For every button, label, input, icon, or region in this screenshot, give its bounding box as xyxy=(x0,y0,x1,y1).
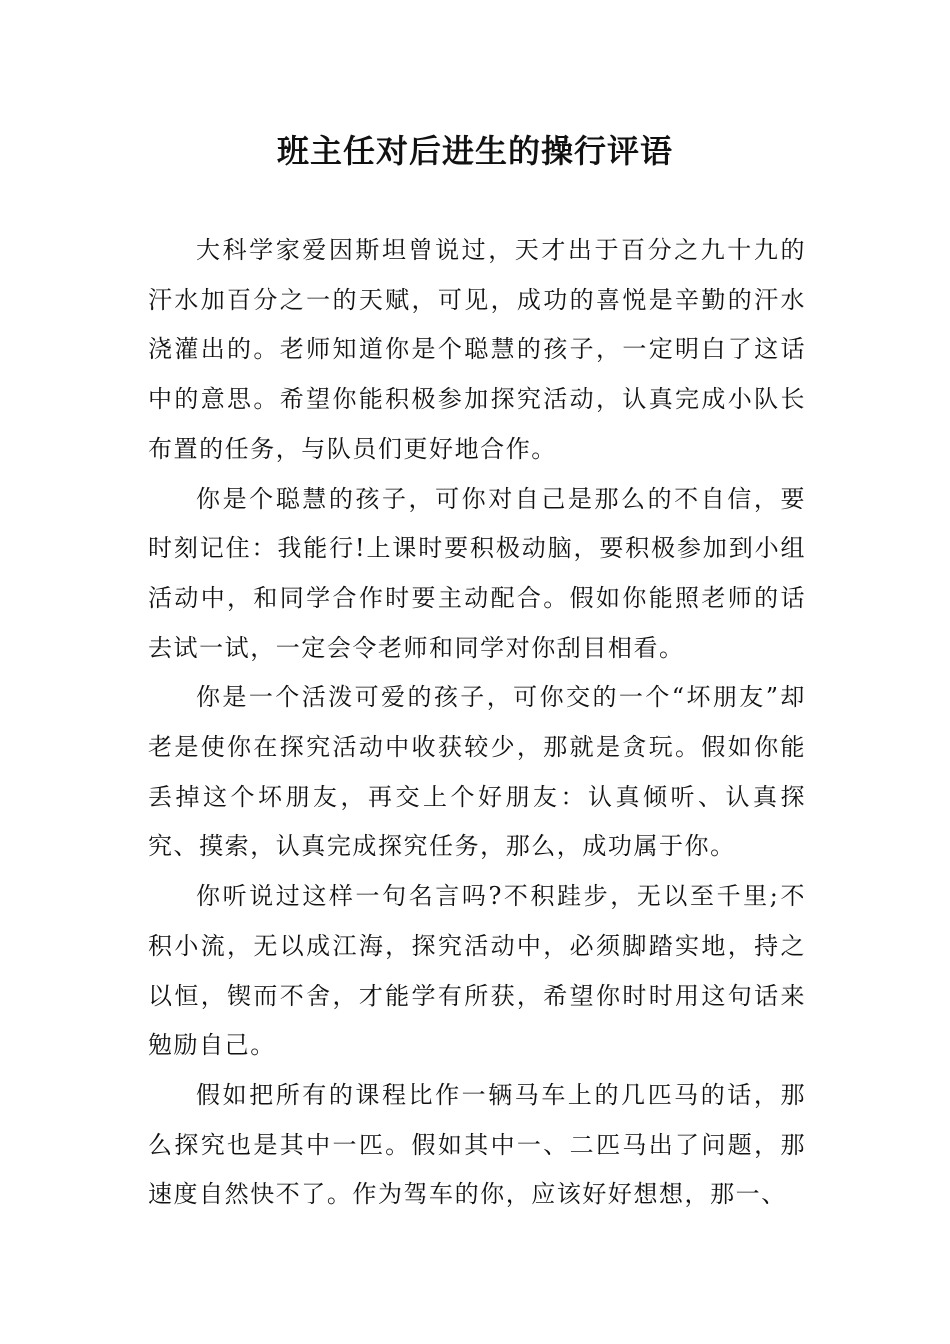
paragraph: 假如把所有的课程比作一辆马车上的几匹马的话，那么探究也是其中一匹。假如其中一、二匹马出了问题，那速度自然快不了。作为驾车的你，应该好好想想，那一、 xyxy=(148,1080,806,1209)
paragraph: 你是个聪慧的孩子，可你对自己是那么的不自信，要时刻记住：我能行!上课时要积极动脑，要积极参加到小组活动中，和同学合作时要主动配合。假如你能照老师的话去试一试，一定会令老师和同学对你刮目相看。 xyxy=(148,484,806,662)
document-body xyxy=(148,226,806,1220)
paragraph: 大科学家爱因斯坦曾说过，天才出于百分之九十九的汗水加百分之一的天赋，可见，成功的喜悦是辛勤的汗水浇灌出的。老师知道你是个聪慧的孩子，一定明白了这话中的意思。希望你能积极参加探究活动，认真完成小队长布置的任务，与队员们更好地合作。 xyxy=(148,236,806,463)
paragraph: 你是一个活泼可爱的孩子，可你交的一个“坏朋友”却老是使你在探究活动中收获较少，那就是贪玩。假如你能丢掉这个坏朋友，再交上个好朋友：认真倾听、认真探究、摸索，认真完成探究任务，那么，成功属于你。 xyxy=(148,683,806,861)
paragraph: 你听说过这样一句名言吗?不积跬步，无以至千里;不积小流，无以成江海，探究活动中，必须脚踏实地，持之以恒，锲而不舍，才能学有所获，希望你时时用这句话来勉励自己。 xyxy=(148,882,806,1060)
document-title: 班主任对后进生的操行评语 xyxy=(276,132,673,170)
